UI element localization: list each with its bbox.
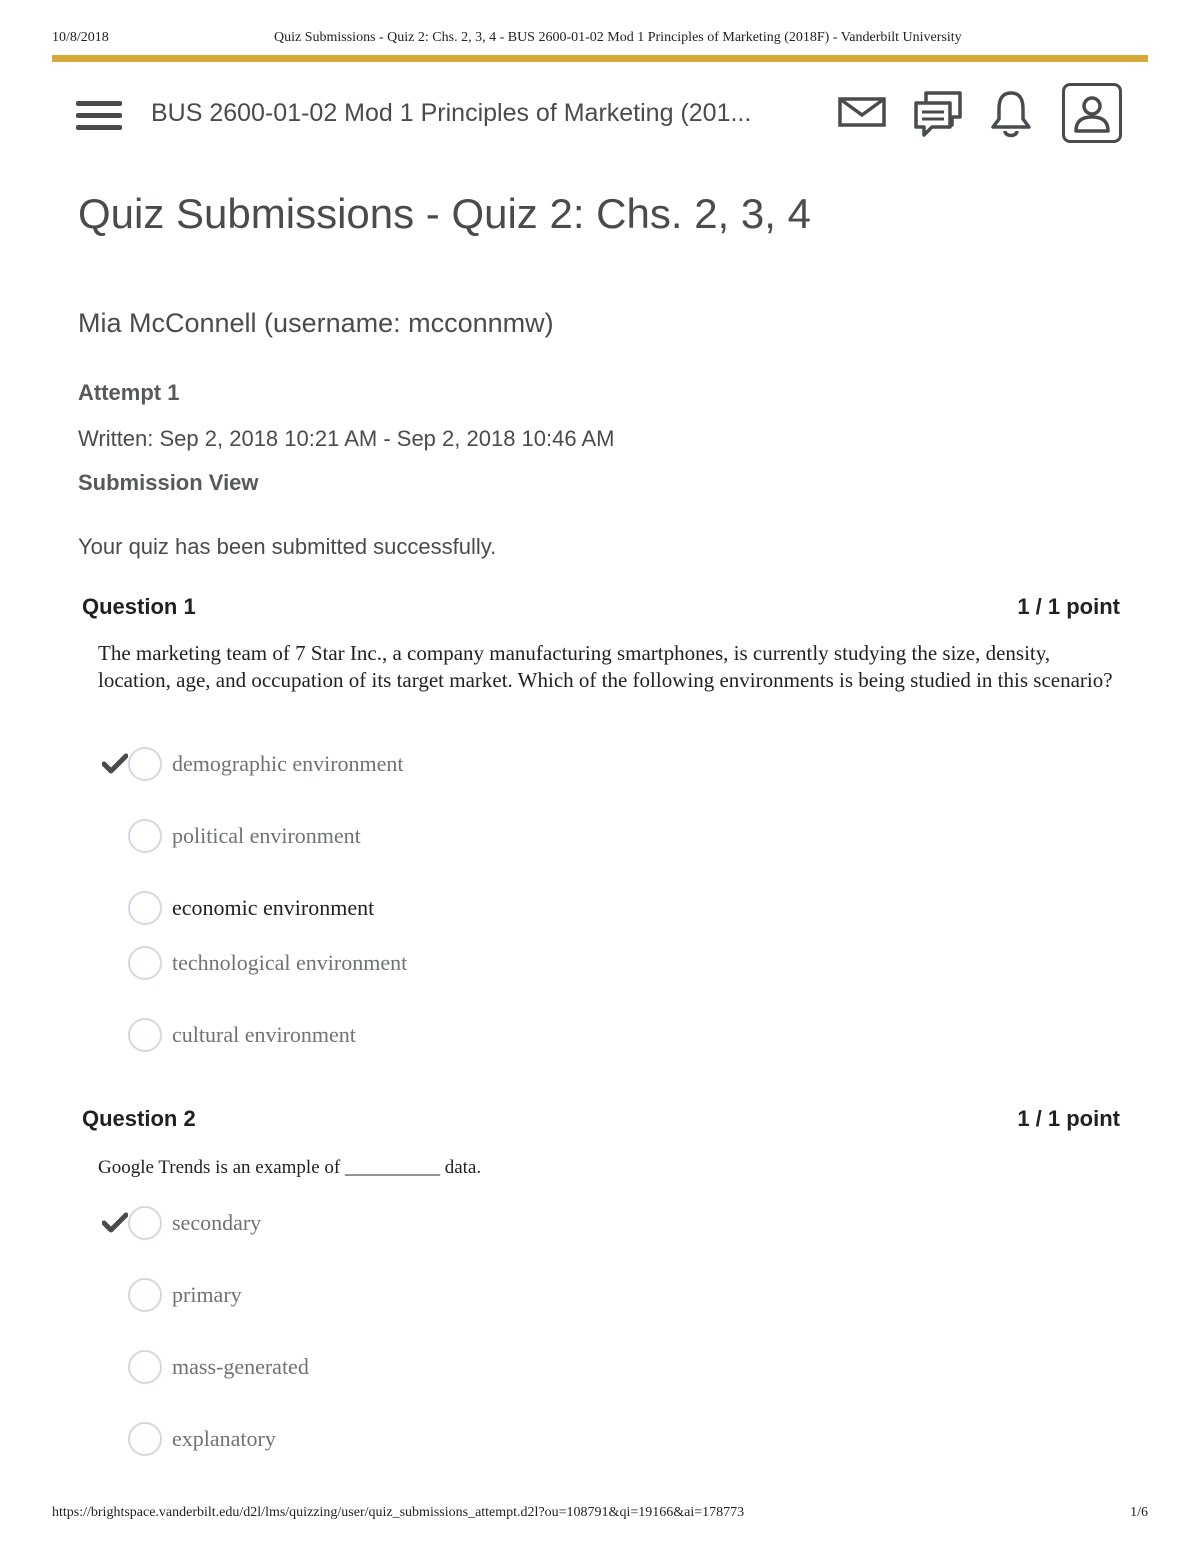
answer-label[interactable]: primary — [172, 1282, 242, 1307]
question-points: 1 / 1 point — [1017, 594, 1120, 619]
written-timestamp: Written: Sep 2, 2018 10:21 AM - Sep 2, 2018 10:46 AM — [78, 426, 615, 451]
answer-label[interactable]: demographic environment — [172, 751, 404, 776]
answer-radio[interactable] — [128, 747, 162, 781]
answer-radio[interactable] — [128, 819, 162, 853]
question-text: The marketing team of 7 Star Inc., a company manufacturing smartphones, is currently studying the size, density, location, age, and occupation of its target market. Which of the following environments is being studied in this scenario? — [98, 641, 1113, 692]
answer-label[interactable]: secondary — [172, 1210, 262, 1235]
success-message: Your quiz has been submitted successfully. — [78, 534, 497, 559]
menu-icon[interactable] — [76, 101, 122, 133]
answer-radio[interactable] — [128, 1018, 162, 1052]
accent-bar — [52, 55, 1148, 62]
page-title: Quiz Submissions - Quiz 2: Chs. 2, 3, 4 — [78, 190, 811, 237]
answer-label[interactable]: cultural environment — [172, 1022, 356, 1047]
answer-option[interactable] — [102, 1348, 309, 1386]
answer-option[interactable] — [102, 1016, 356, 1054]
answer-option[interactable] — [102, 817, 361, 855]
question-text: Google Trends is an example of __________ data. — [98, 1157, 482, 1178]
print-url: https://brightspace.vanderbilt.edu/d2l/lms/quizzing/user/quiz_submissions_attempt.d2l?ou=108791&qi=19166&ai=178773 — [52, 1505, 745, 1520]
answer-option[interactable] — [102, 745, 404, 783]
question-points: 1 / 1 point — [1017, 1106, 1120, 1131]
answer-option[interactable] — [102, 889, 374, 927]
answer-label[interactable]: economic environment — [172, 895, 375, 920]
print-header — [52, 30, 1148, 48]
print-doc-title: Quiz Submissions - Quiz 2: Chs. 2, 3, 4 - BUS 2600-01-02 Mod 1 Principles of Marketing (2018F) - Vanderbilt University — [274, 30, 962, 45]
answer-option[interactable] — [102, 1204, 261, 1242]
checkmark-icon — [102, 1210, 128, 1236]
question-1 — [82, 594, 1120, 1064]
bell-icon[interactable] — [988, 89, 1034, 144]
answer-radio[interactable] — [128, 891, 162, 925]
question-2 — [82, 1106, 1120, 1476]
answer-label[interactable]: mass-generated — [172, 1354, 309, 1379]
navbar — [52, 75, 1148, 155]
answer-label[interactable]: political environment — [172, 823, 361, 848]
answer-radio[interactable] — [128, 1350, 162, 1384]
answer-option[interactable] — [102, 1420, 276, 1458]
answer-option[interactable] — [102, 1276, 242, 1314]
mail-icon[interactable] — [838, 97, 886, 132]
answer-option[interactable] — [102, 944, 407, 982]
question-title: Question 2 — [82, 1106, 196, 1131]
answer-radio[interactable] — [128, 1422, 162, 1456]
course-title[interactable]: BUS 2600-01-02 Mod 1 Principles of Marketing (201... — [151, 99, 752, 127]
chat-icon[interactable] — [912, 89, 964, 142]
checkmark-icon — [102, 751, 128, 777]
answer-label[interactable]: technological environment — [172, 950, 408, 975]
user-icon[interactable] — [1062, 83, 1122, 143]
print-page-number: 1/6 — [1130, 1505, 1148, 1520]
answer-label[interactable]: explanatory — [172, 1426, 276, 1451]
user-heading: Mia McConnell (username: mcconnmw) — [78, 308, 554, 338]
question-title: Question 1 — [82, 594, 196, 619]
answer-radio[interactable] — [128, 1206, 162, 1240]
answer-radio[interactable] — [128, 946, 162, 980]
submission-view-label: Submission View — [78, 470, 259, 495]
attempt-label: Attempt 1 — [78, 380, 180, 405]
answer-radio[interactable] — [128, 1278, 162, 1312]
print-date: 10/8/2018 — [52, 30, 109, 45]
